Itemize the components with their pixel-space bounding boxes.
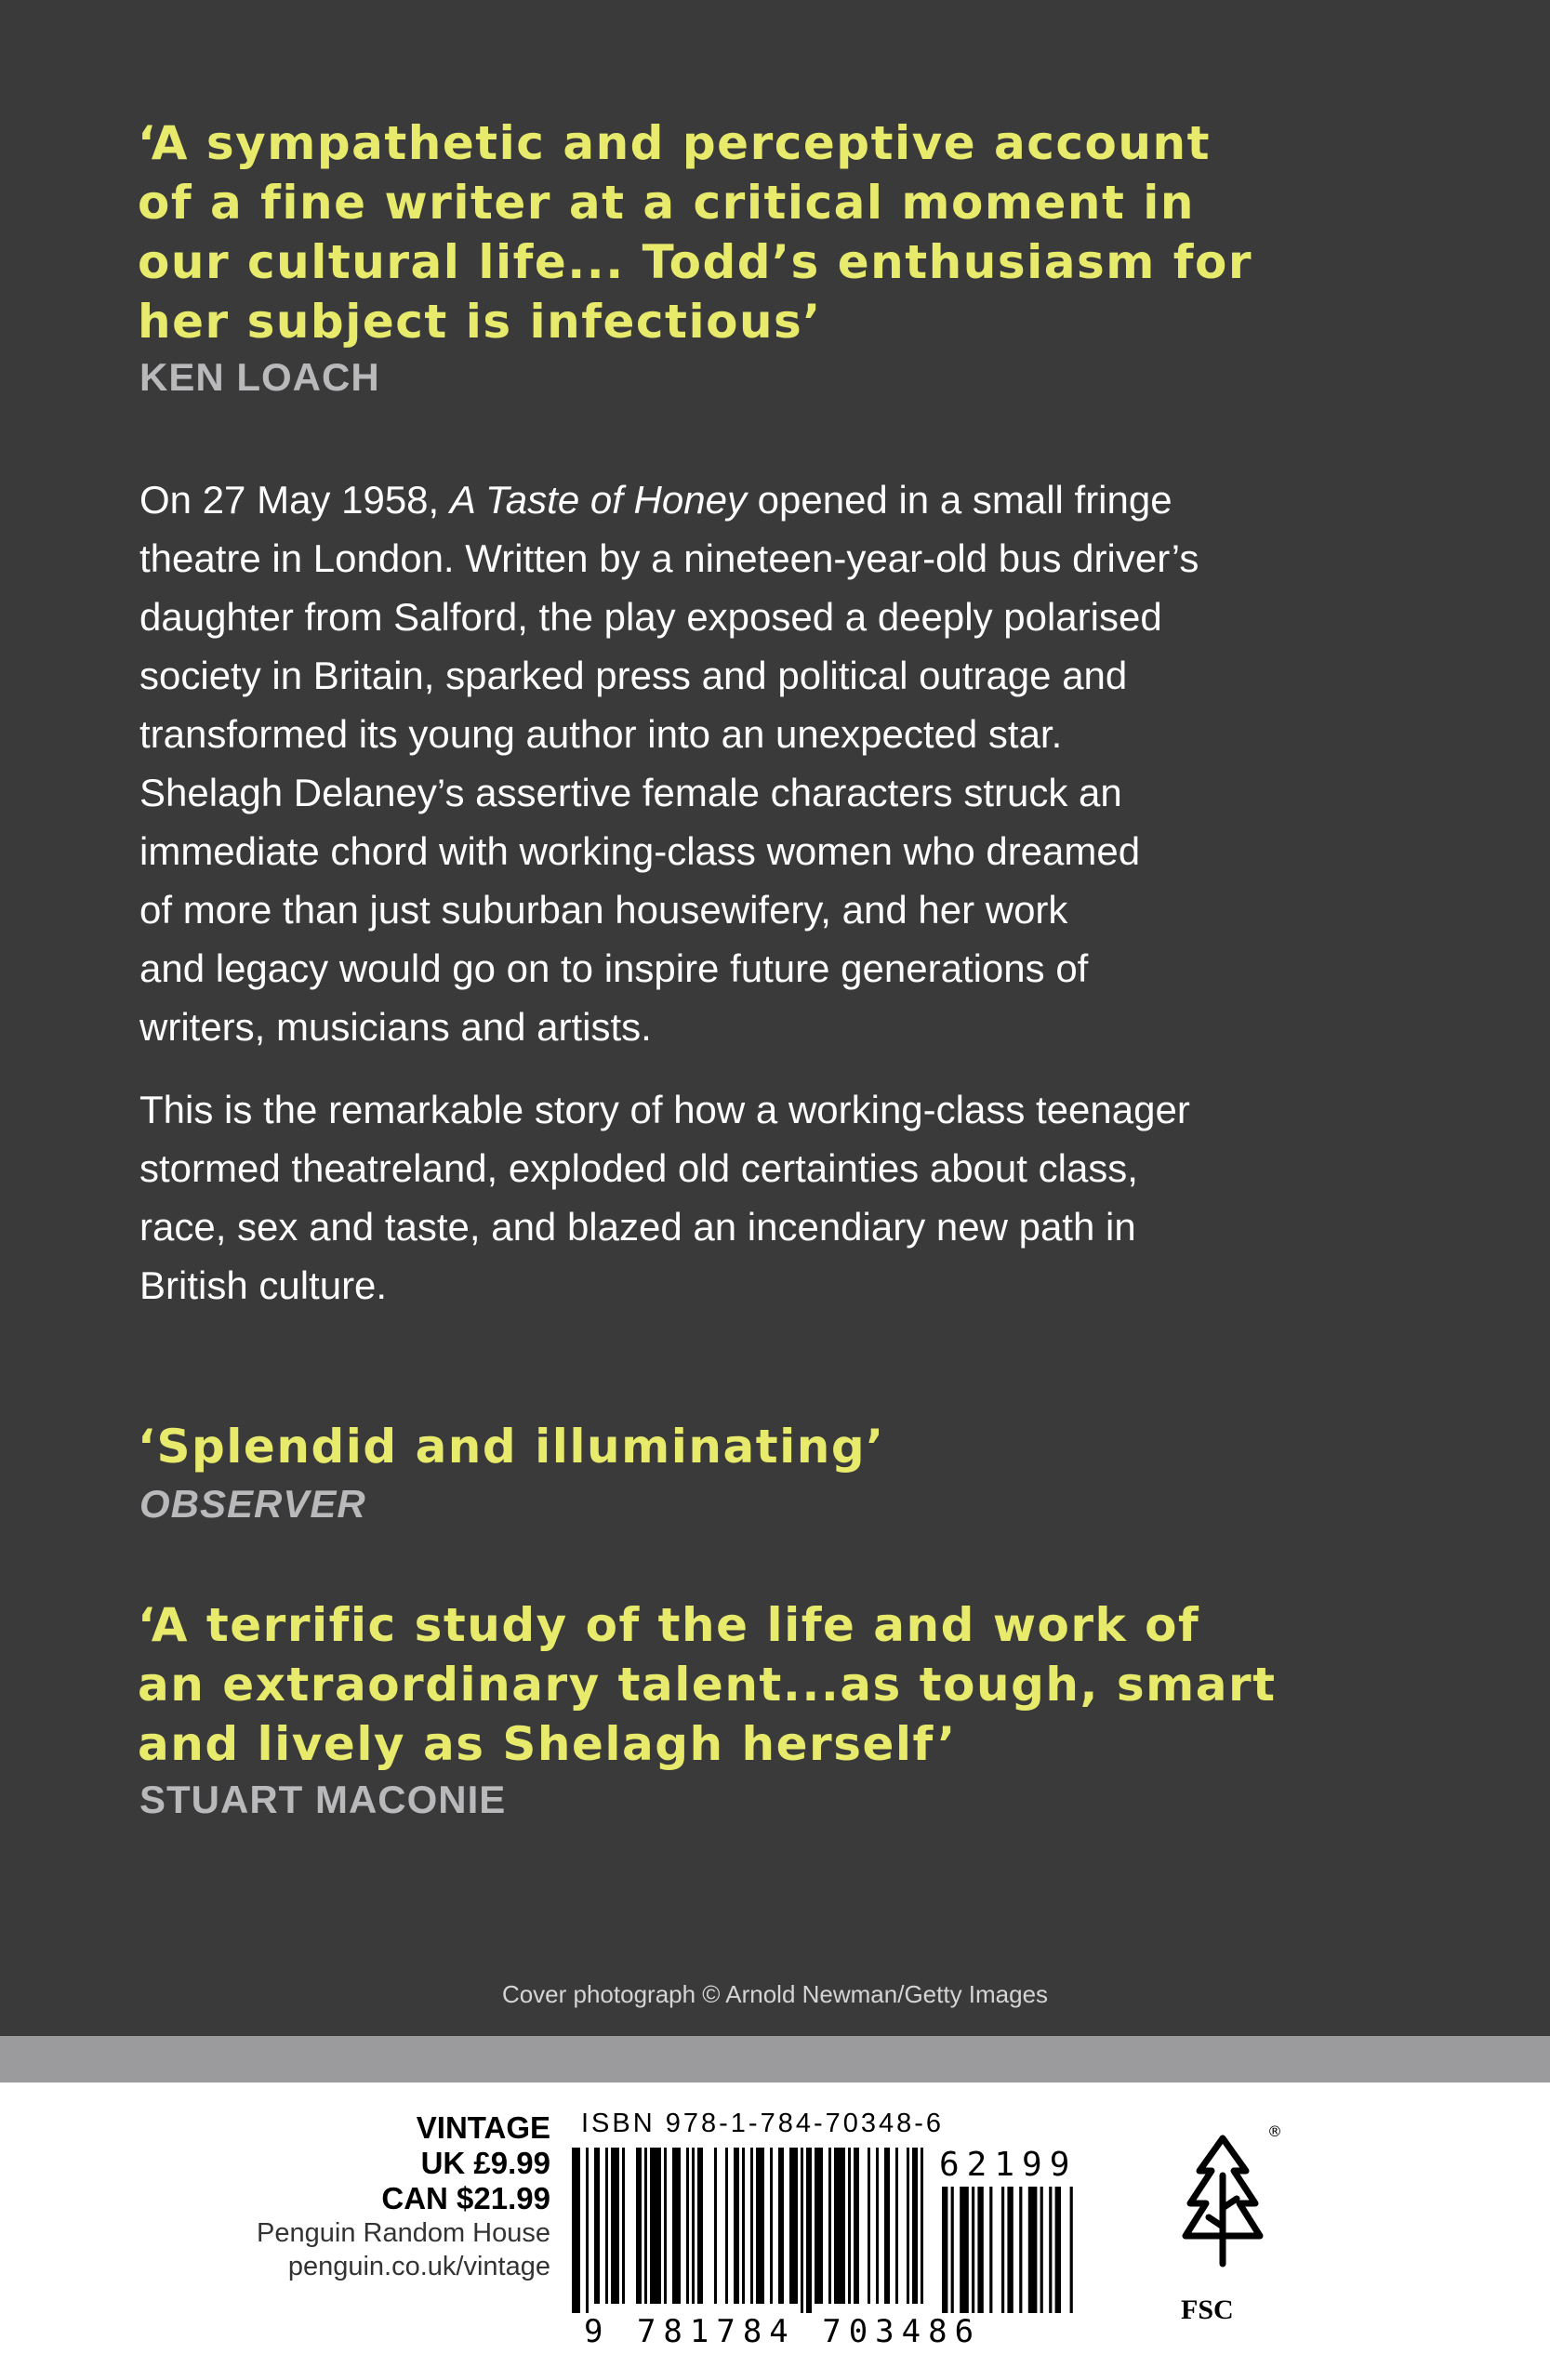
addon-barcode-bar bbox=[960, 2187, 969, 2313]
barcode-bar bbox=[778, 2148, 784, 2304]
barcode-bar bbox=[876, 2148, 879, 2304]
barcode-bar bbox=[912, 2148, 918, 2304]
barcode-bar bbox=[801, 2148, 803, 2313]
barcode-bar bbox=[868, 2148, 870, 2304]
addon-barcode-bar bbox=[1019, 2187, 1022, 2313]
addon-barcode-bar bbox=[1007, 2187, 1013, 2313]
blurb-p1-start: On 27 May 1958, bbox=[139, 478, 450, 522]
barcode-bar bbox=[650, 2148, 661, 2304]
isbn-label: ISBN 978-1-784-70348-6 bbox=[581, 2109, 945, 2138]
barcode-bar bbox=[921, 2148, 923, 2304]
barcode-panel bbox=[0, 2082, 1550, 2380]
barcode-bar bbox=[907, 2148, 909, 2304]
barcode-bar bbox=[714, 2148, 717, 2304]
addon-barcode-bar bbox=[977, 2187, 983, 2313]
barcode-bar bbox=[815, 2148, 823, 2304]
barcode-bar bbox=[686, 2148, 689, 2304]
price-can: CAN $21.99 bbox=[381, 2181, 550, 2215]
barcode-bar bbox=[895, 2148, 898, 2304]
addon-barcode-bar bbox=[989, 2187, 992, 2313]
addon-barcode-bar bbox=[942, 2187, 947, 2313]
play-title: A Taste of Honey bbox=[449, 478, 747, 522]
quote-observer: ‘Splendid and illuminating’ bbox=[138, 1420, 885, 1474]
barcode-bar bbox=[806, 2148, 812, 2313]
barcode-bar bbox=[848, 2148, 851, 2304]
fsc-label: FSC bbox=[1181, 2294, 1234, 2325]
addon-barcode-bar bbox=[972, 2187, 974, 2313]
barcode-bar bbox=[750, 2148, 753, 2304]
barcode-bar bbox=[672, 2148, 681, 2304]
publisher-url: penguin.co.uk/vintage bbox=[287, 2252, 550, 2281]
blurb-p1-rest: opened in a small fringe theatre in London. Written by a nineteen-year-old bus driver’s daughter from Salford, the play exposed a deeply polarised society in Britain, sparked press and political outrage and transformed its young author into an unexpected star. Shelagh Delaney’s assertive female characters struck an immediate chord with working-class women who dreamed of more than just suburban housewifery, and her work and legacy would go on to inspire future generations of writers, musicians and artists. bbox=[139, 478, 1199, 1049]
quote-attribution-stuart-maconie: STUART MACONIE bbox=[139, 1778, 507, 1821]
blurb-paragraph-2: This is the remarkable story of how a working-class teenager stormed theatreland, exploded old certainties about class, race, sex and taste, and blazed an incendiary new path in British culture. bbox=[139, 1088, 1190, 1307]
addon-barcode-bar bbox=[951, 2187, 954, 2313]
isbn-digits: 9 781784 703486 bbox=[584, 2313, 982, 2350]
addon-barcode-bar bbox=[1040, 2187, 1043, 2313]
price-code: 62199 bbox=[939, 2146, 1078, 2184]
barcode-bar bbox=[572, 2148, 580, 2313]
barcode-bar bbox=[622, 2148, 625, 2304]
addon-barcode-bar bbox=[1055, 2187, 1061, 2313]
barcode-bar bbox=[884, 2148, 890, 2304]
barcode-bar bbox=[636, 2148, 642, 2304]
barcode-bar bbox=[834, 2148, 845, 2304]
barcode-bar bbox=[644, 2148, 647, 2304]
barcode-bar bbox=[828, 2148, 831, 2304]
barcode-bar bbox=[770, 2148, 773, 2304]
addon-barcode-bar bbox=[1028, 2187, 1038, 2313]
barcode-bar bbox=[725, 2148, 728, 2304]
barcode-bar bbox=[789, 2148, 798, 2304]
addon-barcode-bar bbox=[1001, 2187, 1004, 2313]
price-uk: UK £9.99 bbox=[420, 2146, 550, 2180]
cover-photo-credit: Cover photograph © Arnold Newman/Getty Images bbox=[501, 1980, 1049, 2008]
blurb-paragraph-1 bbox=[139, 470, 1460, 1056]
barcode-bar bbox=[664, 2148, 667, 2304]
addon-barcode-bar bbox=[1070, 2187, 1073, 2313]
barcode-bar bbox=[605, 2148, 608, 2304]
barcode-bar bbox=[734, 2148, 739, 2304]
publisher-house: Penguin Random House bbox=[257, 2218, 550, 2248]
barcode-bar bbox=[586, 2148, 589, 2313]
quote-attribution-observer: OBSERVER bbox=[139, 1482, 366, 1526]
fsc-registered-mark: ® bbox=[1267, 2122, 1282, 2140]
publisher-info bbox=[257, 2110, 550, 2283]
barcode-bar bbox=[854, 2148, 859, 2304]
barcode-bar bbox=[692, 2148, 695, 2304]
quote-stuart-maconie: ‘A terrific study of the life and work of an extraordinary talent...as tough, smart and lively as Shelagh herself’ bbox=[138, 1598, 1277, 1771]
barcode-bar bbox=[742, 2148, 745, 2304]
barcode-bar bbox=[594, 2148, 600, 2304]
divider-band bbox=[0, 2036, 1550, 2082]
barcode-bar bbox=[611, 2148, 619, 2304]
imprint-name: VINTAGE bbox=[416, 2110, 550, 2145]
barcode-bar bbox=[697, 2148, 703, 2304]
quote-attribution-ken-loach: KEN LOACH bbox=[139, 355, 380, 399]
barcode-bar bbox=[756, 2148, 764, 2304]
fsc-tree-icon bbox=[1167, 2120, 1282, 2287]
quote-ken-loach: ‘A sympathetic and perceptive account of a fine writer at a critical moment in our cultural life... Todd’s enthusiasm for her subject is infectious’ bbox=[138, 116, 1252, 349]
addon-barcode-bar bbox=[1049, 2187, 1052, 2313]
